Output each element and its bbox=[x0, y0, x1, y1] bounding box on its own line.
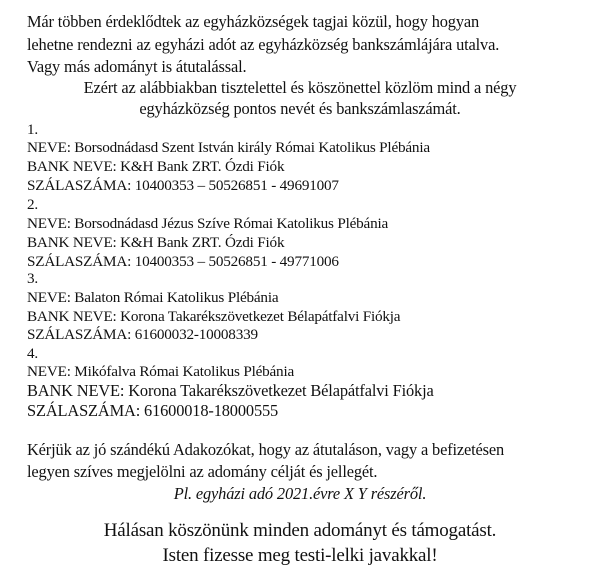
entry-number: 3. bbox=[27, 270, 38, 287]
bank-name: BANK NEVE: K&H Bank ZRT. Ózdi Fiók bbox=[27, 234, 285, 251]
request-line: Kérjük az jó szándékú Adakozókat, hogy az átutaláson, vagy a befizetésen bbox=[27, 440, 505, 459]
entry-number: 1. bbox=[27, 121, 38, 138]
request-line: legyen szíves megjelölni az adomány célját és jellegét. bbox=[27, 462, 378, 481]
intro-line: Vagy más adományt is átutalással. bbox=[27, 57, 247, 76]
parish-name: NEVE: Balaton Római Katolikus Plébánia bbox=[27, 289, 279, 306]
account-number: SZÁLASZÁMA: 61600032-10008339 bbox=[27, 326, 258, 343]
entry-number: 4. bbox=[27, 345, 38, 362]
parish-name: NEVE: Mikófalva Római Katolikus Plébánia bbox=[27, 363, 295, 380]
bank-name: BANK NEVE: K&H Bank ZRT. Ózdi Fiók bbox=[27, 158, 285, 175]
closing-line: Hálásan köszönünk minden adományt és támogatást. bbox=[103, 520, 497, 541]
intro-centered-line: Ezért az alábbiakban tisztelettel és köszönettel közlöm mind a négy bbox=[83, 78, 517, 97]
account-number: SZÁLASZÁMA: 10400353 – 50526851 - 49691007 bbox=[27, 177, 339, 194]
closing-line: Isten fizesse meg testi-lelki javakkal! bbox=[162, 545, 438, 566]
intro-line: Már többen érdeklődtek az egyházközségek tagjai közül, hogy hogyan bbox=[27, 12, 480, 31]
account-number: SZÁLASZÁMA: 61600018-18000555 bbox=[27, 401, 279, 420]
bank-name: BANK NEVE: Korona Takarékszövetkezet Bélapátfalvi Fiókja bbox=[27, 381, 434, 400]
parish-name: NEVE: Borsodnádasd Szent István király Római Katolikus Plébánia bbox=[27, 139, 430, 156]
intro-line: lehetne rendezni az egyházi adót az egyházközség bankszámlájára utalva. bbox=[27, 35, 500, 54]
bank-name: BANK NEVE: Korona Takarékszövetkezet Bélapátfalvi Fiókja bbox=[27, 308, 401, 325]
entry-number: 2. bbox=[27, 196, 38, 213]
account-number: SZÁLASZÁMA: 10400353 – 50526851 - 49771006 bbox=[27, 253, 339, 270]
example-note: Pl. egyházi adó 2021.évre X Y részéről. bbox=[173, 484, 427, 503]
parish-name: NEVE: Borsodnádasd Jézus Szíve Római Katolikus Plébánia bbox=[27, 215, 389, 232]
intro-centered-line: egyházközség pontos nevét és bankszámlaszámát. bbox=[139, 99, 461, 118]
